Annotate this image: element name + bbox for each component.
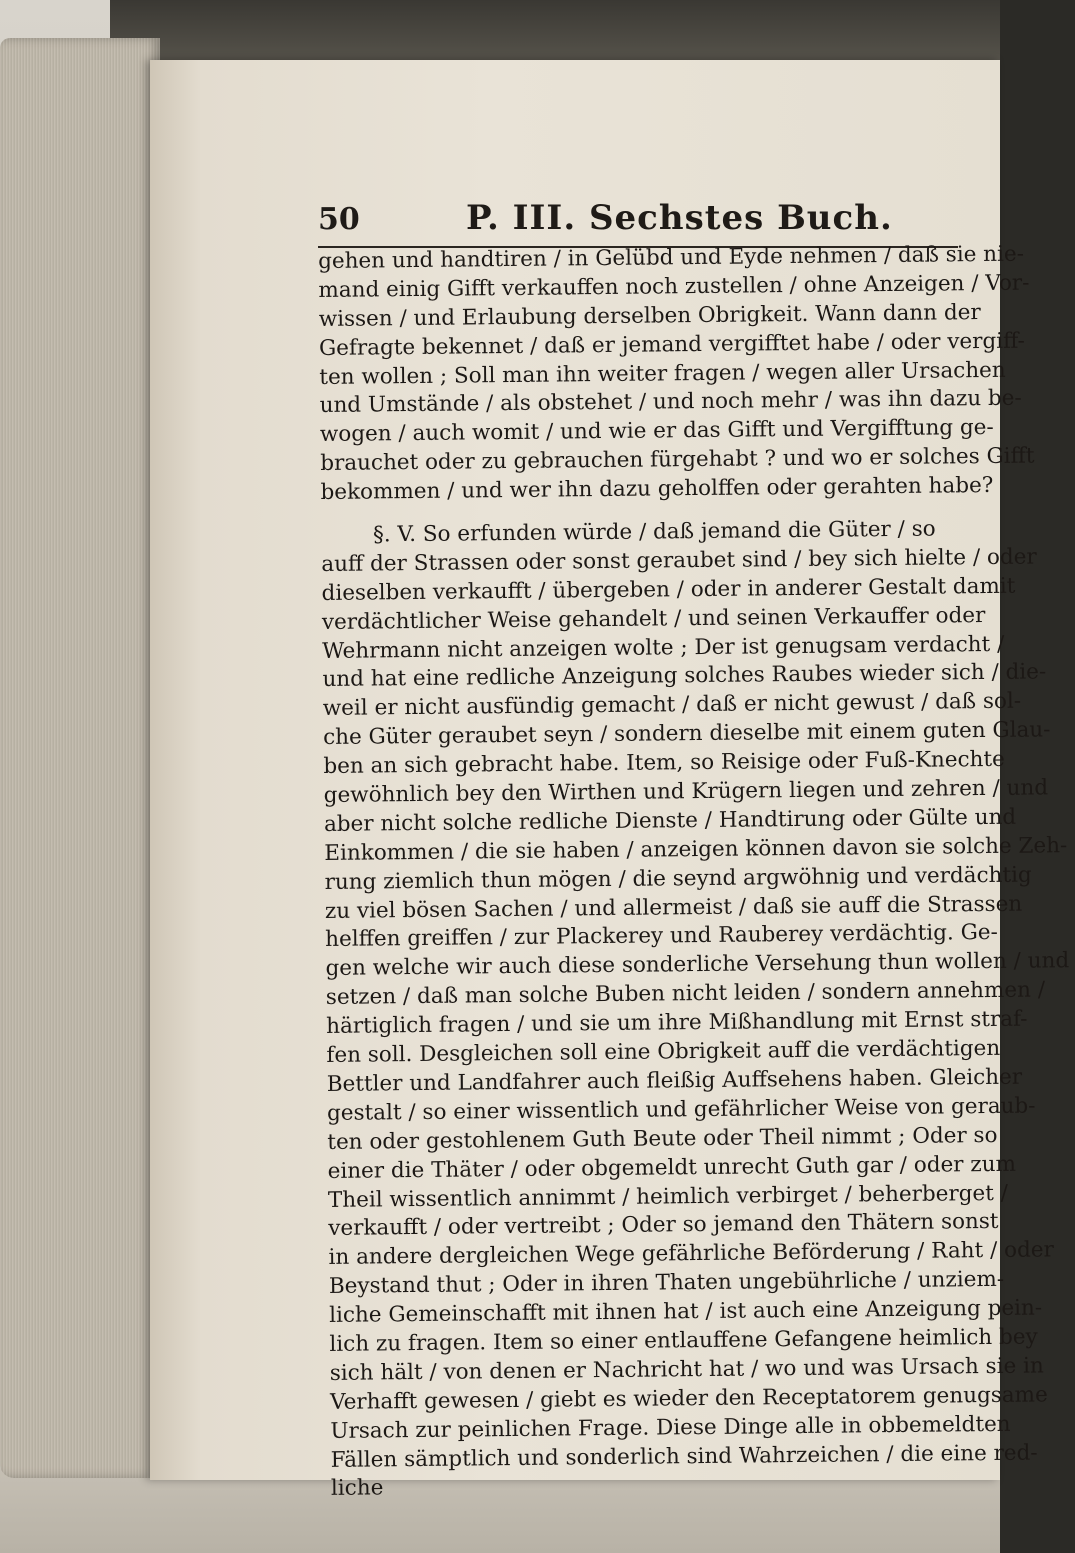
text-line: in andere dergleichen Wege gefährliche Beförderung / Raht / oder — [328, 1237, 1054, 1271]
text-line: gehen und handtiren / in Gelübd und Eyde nehmen / daß sie nie- — [318, 241, 1025, 274]
text-line: helffen greiffen / zur Plackerey und Rauberey verdächtig. Ge- — [325, 920, 998, 953]
text-line: Fällen sämptlich und sonderlich sind Wahrzeichen / die eine red- — [330, 1440, 1038, 1473]
text-line: che Güter geraubet seyn / sondern dieselbe mit einem guten Glau- — [322, 717, 1051, 751]
text-line: ten wollen ; Soll man ihn weiter fragen / wegen aller Ursachen — [319, 357, 1006, 390]
text-line: Verhafft gewesen / giebt es wieder den Receptatorem genugsame — [329, 1382, 1048, 1415]
text-line: fen soll. Desgleichen soll eine Obrigkeit auff die verdächtigen — [326, 1035, 1001, 1069]
text-line: Gefragte bekennet / daß er jemand vergifftet habe / oder vergiff- — [318, 328, 1025, 361]
text-line: einer die Thäter / oder obgemeldt unrecht Guth gar / oder zum — [327, 1151, 1017, 1184]
text-line: gewöhnlich bey den Wirthen und Krügern liegen und zehren / und — [323, 775, 1049, 809]
text-line: Theil wissentlich annimmt / heimlich verbirget / beherberget / — [327, 1180, 1009, 1213]
text-line: Einkommen / die sie haben / anzeigen können davon sie solche Zeh- — [324, 832, 1068, 866]
section-heading-line: §. V. So erfunden würde / daß jemand die Güter / so — [372, 516, 936, 548]
text-line: Bettler und Landfahrer auch fleißig Auffsehens haben. Gleicher — [326, 1064, 1023, 1097]
text-line: zu viel bösen Sachen / und allermeist / daß sie auff die Strassen — [324, 891, 1023, 924]
text-line: liche Gemeinschafft mit ihnen hat / ist auch eine Anzeigung pein- — [329, 1295, 1043, 1329]
text-line: ten oder gestohlenem Guth Beute oder Theil nimmt ; Oder so — [327, 1122, 998, 1155]
text-line: bekommen / und wer ihn dazu geholffen oder gerahten habe? — [320, 473, 994, 506]
text-line: und Umstände / als obstehet / und noch mehr / was ihn dazu be- — [319, 386, 1022, 419]
text-line: gestalt / so einer wissentlich und gefährlicher Weise von geraub- — [326, 1093, 1036, 1126]
text-line: aber nicht solche redliche Dienste / Handtirung oder Gülte und — [323, 804, 1017, 837]
text-line: ben an sich gebracht habe. Item, so Reisige oder Fuß-Knechte — [323, 746, 1005, 780]
text-line: dieselben verkaufft / übergeben / oder in anderer Gestalt damit — [321, 573, 1016, 606]
text-line: liche — [330, 1475, 384, 1502]
text-line: sich hält / von denen er Nachricht hat / wo und was Ursach sie in — [329, 1353, 1044, 1386]
running-head: P. III. Sechstes Buch. — [466, 198, 893, 238]
paragraph-section-v — [321, 515, 1070, 1504]
text-line: härtiglich fragen / und sie um ihre Mißhandlung mit Ernst straf- — [326, 1006, 1028, 1040]
text-line: auff der Strassen oder sonst geraubet sind / bey sich hielte / oder — [321, 544, 1037, 577]
page-header — [318, 198, 958, 248]
text-line: verkaufft / oder vertreibt ; Oder so jemand den Thätern sonst — [328, 1209, 999, 1242]
text-line: weil er nicht ausfündig gemacht / daß er nicht gewust / daß sol- — [322, 689, 1022, 722]
text-line: setzen / daß man solche Buben nicht leiden / sondern annehmen / — [325, 977, 1046, 1011]
text-line: Ursach zur peinlichen Frage. Diese Dinge alle in obbemeldten — [330, 1411, 1011, 1444]
book-cover-edge — [110, 0, 1000, 60]
paragraph-continuation — [318, 241, 1035, 508]
text-line: wissen / und Erlaubung derselben Obrigkeit. Wann dann der — [318, 299, 981, 332]
text-line: rung ziemlich thun mögen / die seynd argwöhnig und verdächtig — [324, 862, 1032, 895]
page-number: 50 — [318, 202, 360, 237]
text-line: gen welche wir auch diese sonderliche Versehung thun wollen / und — [325, 948, 1070, 982]
text-line: und hat eine redliche Anzeigung solches Raubes wieder sich / die- — [322, 659, 1047, 693]
text-line: mand einig Gifft verkauffen noch zustellen / ohne Anzeigen / Vor- — [318, 270, 1030, 303]
text-line: verdächtlicher Weise gehandelt / und seinen Verkauffer oder — [321, 602, 986, 635]
text-line: brauchet oder zu gebrauchen fürgehabt ? und wo er solches Gifft — [320, 443, 1035, 477]
text-line: lich zu fragen. Item so einer entlauffene Gefangene heimlich bey — [329, 1324, 1038, 1357]
text-line: wogen / auch womit / und wie er das Gifft und Vergifftung ge- — [319, 415, 994, 448]
text-line: Beystand thut ; Oder in ihren Thaten ungebührliche / unziem- — [328, 1267, 1005, 1300]
text-line: Wehrmann nicht anzeigen wolte ; Der ist genugsam verdacht / — [322, 631, 1005, 664]
page-edges-block — [0, 38, 160, 1478]
body-text — [318, 241, 1070, 1504]
